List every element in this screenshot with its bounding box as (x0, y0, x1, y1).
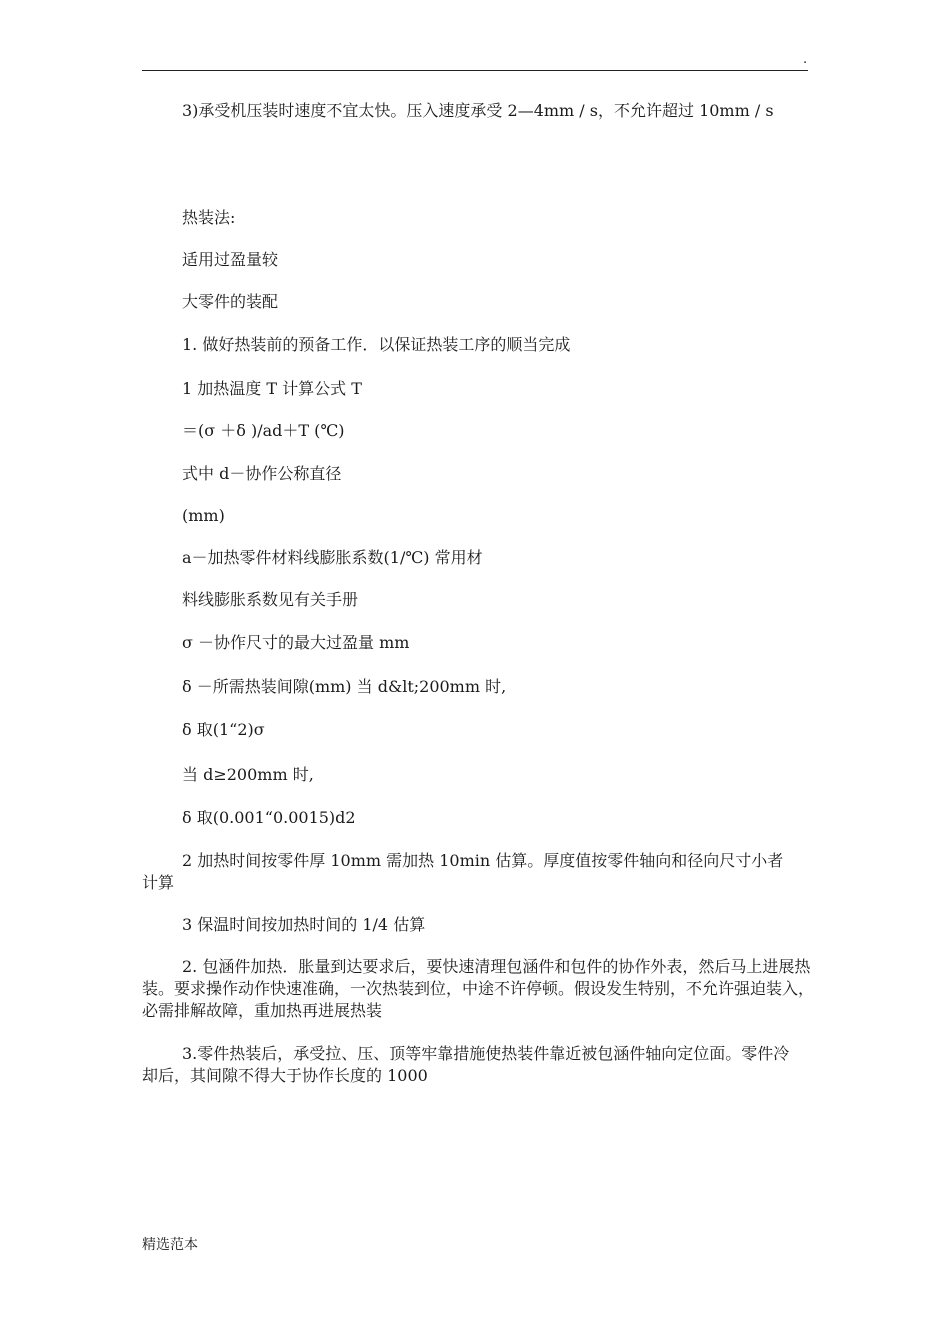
paragraph-press-speed: 3)承受机压装时速度不宜太快。压入速度承受 2—4mm / s，不允许超过 10mm / s (182, 101, 774, 120)
paragraph-applicable: 适用过盈量较 (182, 250, 279, 269)
paragraph-hold-time: 3 保温时间按加热时间的 1/4 估算 (182, 915, 426, 934)
paragraph-formula: ＝(σ ＋δ )/ad＋T (℃) (182, 421, 345, 440)
header-mark: . (803, 52, 808, 67)
paragraph-large-parts: 大零件的装配 (182, 292, 279, 311)
paragraph-sigma: σ －协作尺寸的最大过盈量 mm (182, 633, 410, 652)
paragraph-delta: δ －所需热装间隙(mm) 当 d&lt;200mm 时, (182, 677, 507, 696)
header-rule (142, 70, 808, 71)
paragraph-heat-time: 2 加热时间按零件厚 10mm 需加热 10min 估算。厚度值按零件轴向和径向尺寸小者计算 (142, 851, 784, 892)
paragraph-where-d: 式中 d－协作公称直径 (182, 464, 342, 483)
paragraph-d-large: 当 d≥200mm 时, (182, 765, 314, 784)
paragraph-step-3: 3.零件热装后，承受拉、压、顶等牢靠措施使热装件靠近被包涵件轴向定位面。零件冷却后，其间隙不得大于协作长度的 1000 (142, 1044, 790, 1085)
paragraph-delta-small: δ 取(1“2)σ (182, 720, 265, 739)
paragraph-delta-large: δ 取(0.001“0.0015)d2 (182, 808, 356, 827)
paragraph-heat-temp: 1 加热温度 T 计算公式 T (182, 379, 362, 398)
paragraph-mm: (mm) (182, 506, 225, 525)
paragraph-a-coefficient: a－加热零件材料线膨胀系数(1/℃) 常用材 (182, 548, 483, 567)
paragraph-heat-method-title: 热装法: (182, 208, 236, 227)
paragraph-step-2: 2. 包涵件加热．胀量到达要求后，要快速清理包涵件和包件的协作外表，然后马上进展热装。要求操作动作快速准确，一次热装到位，中途不许停顿。假设发生特别，不允许强迫装入，必需排解故障，重加热再进展热装 (142, 957, 815, 1020)
footer-label: 精选范本 (142, 1237, 198, 1253)
paragraph-step-1: 1. 做好热装前的预备工作．以保证热装工序的顺当完成 (182, 335, 571, 354)
paragraph-manual: 料线膨胀系数见有关手册 (182, 590, 359, 609)
